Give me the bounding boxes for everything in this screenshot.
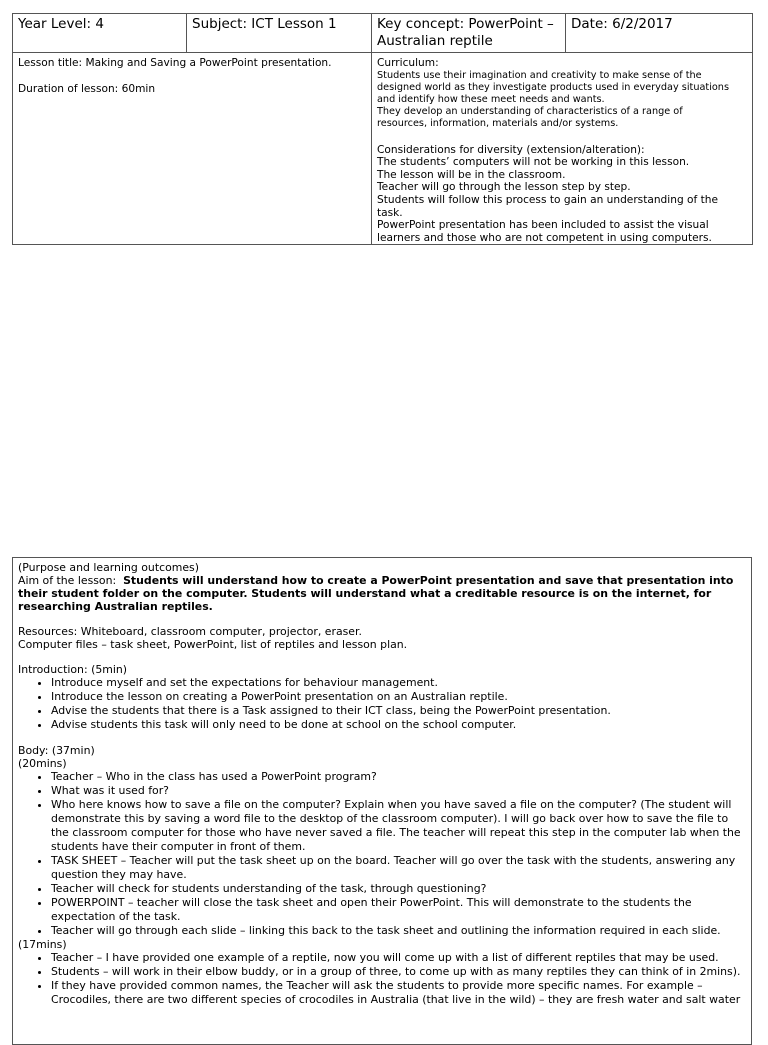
body-subheading-20: (20mins) [18, 757, 67, 770]
date-cell: Date: 6/2/2017 [566, 14, 753, 53]
introduction-list [18, 676, 746, 732]
list-item: • Teacher – I have provided one example of a reptile, now you will come up with a list of different reptiles that may be used. [51, 951, 746, 965]
list-item: • What was it used for? [51, 784, 746, 798]
diversity-line: The students’ computers will not be working in this lesson. [377, 156, 690, 169]
list-item: • Introduce myself and set the expectations for behaviour management. [51, 676, 746, 690]
list-item: • Advise students this task will only need to be done at school on the school computer. [51, 718, 746, 732]
subject-cell: Subject: ICT Lesson 1 [187, 14, 372, 53]
lesson-plan-box [12, 557, 752, 1045]
introduction-heading: Introduction: (5min) [18, 663, 128, 676]
list-item: • POWERPOINT – teacher will close the task sheet and open their PowerPoint. This will demonstrate to the students the expectation of the task. [51, 896, 746, 924]
body-heading: Body: (37min) [18, 744, 95, 757]
lesson-duration: Duration of lesson: 60min [18, 82, 156, 95]
curriculum-heading: Curriculum: [377, 57, 439, 69]
list-item: • Teacher will check for students understanding of the task, through questioning? [51, 882, 746, 896]
list-item: • Who here knows how to save a file on the computer? Explain when you have saved a file on the computer? (The student will demonstrate this by saving a word file to the desktop of the classroom computer). I will go back over how to save the file to the classroom computer for those who have never saved a file. The teacher will repeat this step in the computer lab when the students have their computer in front of them. [51, 798, 746, 854]
list-item: • Advise the students that there is a Task assigned to their ICT class, being the PowerPoint presentation. [51, 704, 746, 718]
diversity-line: task. [377, 206, 403, 219]
list-item: • Introduce the lesson on creating a PowerPoint presentation on an Australian reptile. [51, 690, 746, 704]
resources-line: Resources: Whiteboard, classroom computer, projector, eraser. [18, 625, 362, 638]
diversity-line: Teacher will go through the lesson step by step. [377, 181, 631, 194]
key-concept-cell: Key concept: PowerPoint – Australian reptile [372, 14, 566, 53]
curriculum-cell [372, 53, 753, 245]
curriculum-line: They develop an understanding of characteristics of a range of [377, 105, 683, 117]
aim-text: Students will understand how to create a PowerPoint presentation and save that presentation into their student folder on the computer. Students will understand what a creditable resource is on the internet, for researching Australian reptiles. [18, 574, 734, 613]
body-list-2 [18, 951, 746, 1007]
curriculum-line: Students use their imagination and creativity to make sense of the [377, 69, 702, 81]
list-item: • TASK SHEET – Teacher will put the task sheet up on the board. Teacher will go over the task with the students, answering any question they may have. [51, 854, 746, 882]
diversity-heading: Considerations for diversity (extension/alteration): [377, 143, 645, 156]
lesson-header-table [12, 13, 753, 245]
list-item: • Students – will work in their elbow buddy, or in a group of three, to come up with as many reptiles they can think of in 2mins). [51, 965, 746, 979]
curriculum-line: designed world as they investigate products used in everyday situations [377, 81, 729, 93]
diversity-line: Students will follow this process to gain an understanding of the [377, 193, 718, 206]
curriculum-text [377, 70, 747, 130]
diversity-line: The lesson will be in the classroom. [377, 168, 566, 181]
diversity-line: learners and those who are not competent in using computers. [377, 231, 712, 244]
body-subheading-17: (17mins) [18, 938, 67, 951]
list-item: • If they have provided common names, the Teacher will ask the students to provide more specific names. For example – Crocodiles, there are two different species of crocodiles in Australia (that live in the wild) – they are fresh water and salt water [51, 979, 746, 1007]
aim-label: Aim of the lesson: [18, 574, 117, 587]
purpose-heading: (Purpose and learning outcomes) [18, 561, 199, 574]
curriculum-line: resources, information, materials and/or systems. [377, 117, 619, 129]
diversity-section [377, 144, 747, 245]
aim-paragraph [18, 574, 746, 613]
computer-files-line: Computer files – task sheet, PowerPoint, list of reptiles and lesson plan. [18, 638, 408, 651]
lesson-title: Lesson title: Making and Saving a PowerPoint presentation. [18, 57, 332, 69]
list-item: • Teacher – Who in the class has used a PowerPoint program? [51, 770, 746, 784]
lesson-info-cell [13, 53, 372, 245]
list-item: • Teacher will go through each slide – linking this back to the task sheet and outlining the information required in each slide. [51, 924, 746, 938]
body-list-1 [18, 770, 746, 938]
year-level-cell: Year Level: 4 [13, 14, 187, 53]
diversity-line: PowerPoint presentation has been included to assist the visual [377, 219, 709, 232]
curriculum-line: and identify how these meet needs and wants. [377, 93, 605, 105]
